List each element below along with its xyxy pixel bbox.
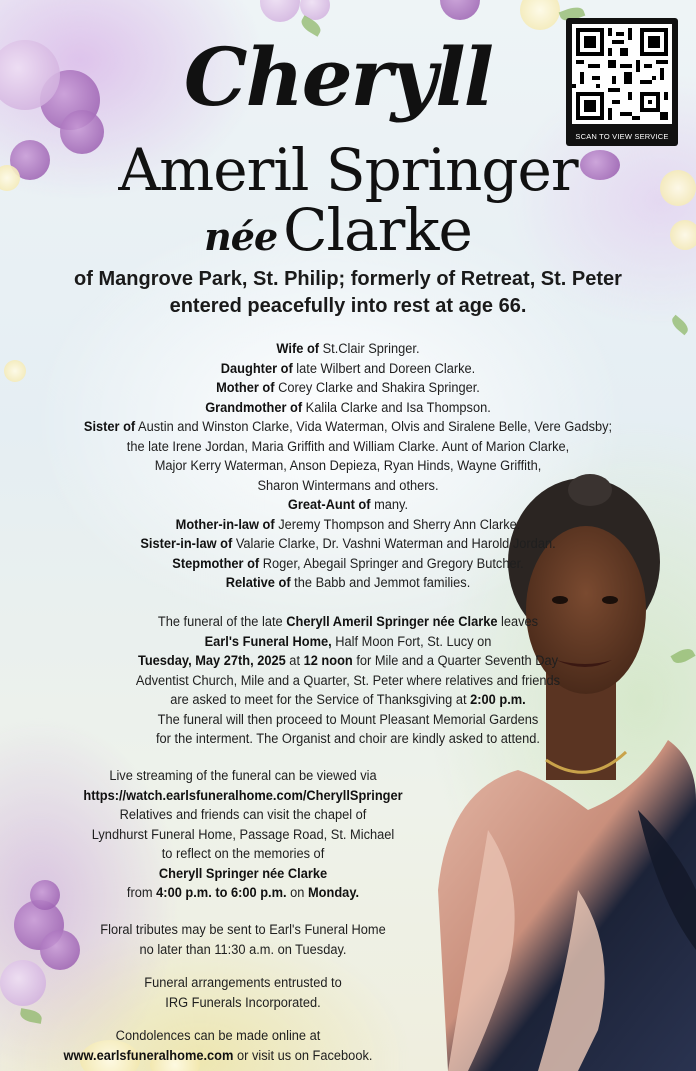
funeral-line: Adventist Church, Mile and a Quarter, St. Peter where relatives and friends: [135, 672, 561, 688]
funeral-details: [17, 612, 678, 749]
relation-line: Major Kerry Waterman, Anson Depieza, Ryan Hinds, Wayne Griffith,: [154, 458, 542, 473]
streaming-line: Lyndhurst Funeral Home, Passage Road, St. Michael: [91, 826, 395, 842]
relation-line: the late Irene Jordan, Maria Griffith and William Clarke. Aunt of Marion Clarke,: [126, 438, 570, 454]
arrangements-line: Funeral arrangements entrusted to: [144, 975, 342, 990]
funeral-line: for the interment. The Organist and choir are kindly asked to attend.: [155, 731, 541, 746]
streaming-link[interactable]: https://watch.earlsfuneralhome.com/CheryllSpringer: [83, 787, 403, 803]
floral-tributes: [0, 920, 574, 959]
streaming-line: to reflect on the memories of: [161, 846, 325, 861]
relation-line: Mother of Corey Clarke and Shakira Springer.: [216, 380, 480, 395]
relation-line: Mother-in-law of Jeremy Thompson and Sherry Ann Clarke.: [175, 516, 521, 532]
relation-line: Wife of St.Clair Springer.: [276, 341, 420, 356]
funeral-line: The funeral of the late Cheryll Ameril Springer née Clarke leaves: [157, 614, 539, 629]
condolences-line: Condolences can be made online at: [115, 1028, 321, 1043]
subtitle-line: of Mangrove Park, St. Philip; formerly of Retreat, St. Peter: [74, 268, 622, 290]
relations-list: [17, 339, 678, 593]
floral-line: Floral tributes may be sent to Earl's Funeral Home: [100, 922, 386, 937]
arrangements-line: IRG Funerals Incorporated.: [165, 994, 321, 1010]
relation-line: Sister-in-law of Valarie Clarke, Dr. Vashni Waterman and Harold Jordan.: [140, 536, 556, 551]
condolences-line: www.earlsfuneralhome.com or visit us on Facebook.: [63, 1047, 373, 1063]
relation-line: Relative of the Babb and Jemmot families.: [225, 575, 471, 590]
subtitle-line: entered peacefully into rest at age 66.: [169, 295, 527, 317]
funeral-line: Earl's Funeral Home, Half Moon Fort, St. Lucy on: [204, 633, 492, 649]
relation-line: Grandmother of Kalila Clarke and Isa Thompson.: [205, 399, 491, 415]
funeral-line: The funeral will then proceed to Mount Pleasant Memorial Gardens: [157, 711, 539, 727]
relation-line: Stepmother of Roger, Abegail Springer and Gregory Butcher.: [172, 555, 524, 571]
funeral-line: Tuesday, May 27th, 2025 at 12 noon for Mile and a Quarter Seventh Day: [137, 653, 559, 668]
funeral-line: are asked to meet for the Service of Thanksgiving at 2:00 p.m.: [170, 692, 526, 707]
first-name-heading: Cheryll: [183, 30, 493, 124]
condolences: [0, 1026, 549, 1065]
maiden-name-heading: [0, 196, 686, 264]
relation-line: Daughter of late Wilbert and Doreen Clarke.: [220, 360, 476, 376]
relation-line: Sister of Austin and Winston Clarke, Vida Waterman, Olvis and Siralene Belle, Vere Gadsby;: [83, 419, 613, 434]
arrangements: [0, 973, 574, 1012]
streaming-line: Live streaming of the funeral can be viewed via: [109, 768, 377, 783]
streaming-line: from 4:00 p.m. to 6:00 p.m. on Monday.: [126, 885, 360, 900]
qr-caption: SCAN TO VIEW SERVICE: [575, 132, 669, 141]
relation-line: Sharon Wintermans and others.: [257, 477, 439, 493]
nee-label: née: [204, 214, 278, 259]
residence-subtitle: [0, 266, 696, 320]
name-heading: Ameril Springer: [118, 136, 578, 204]
maiden-name: Clarke: [283, 196, 472, 264]
streaming-line: Cheryll Springer née Clarke: [158, 865, 328, 881]
streaming-line: Relatives and friends can visit the chapel of: [119, 807, 367, 822]
condolences-link[interactable]: www.earlsfuneralhome.com: [63, 1047, 234, 1063]
streaming-info: [0, 766, 574, 903]
floral-line: no later than 11:30 a.m. on Tuesday.: [139, 941, 347, 957]
relation-line: Great-Aunt of many.: [287, 497, 409, 512]
